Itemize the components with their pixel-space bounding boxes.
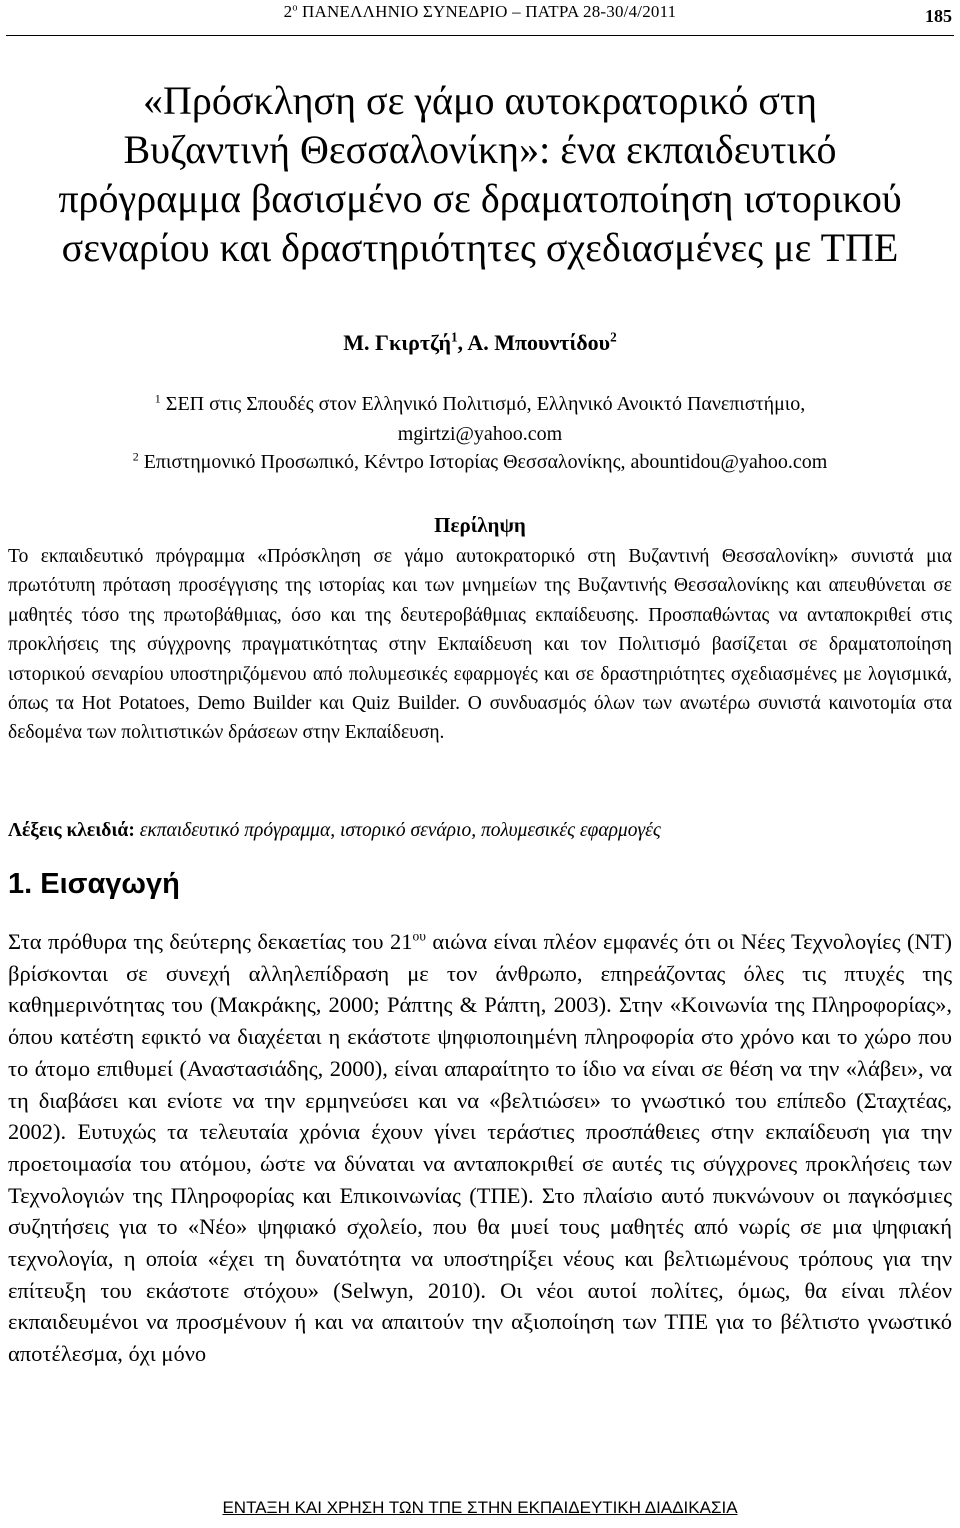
keywords	[8, 816, 952, 845]
conference-edition: 2	[283, 2, 293, 21]
page-footer: ΕΝΤΑΞΗ ΚΑΙ ΧΡΗΣΗ ΤΩΝ ΤΠΕ ΣΤΗΝ ΕΚΠΑΙΔΕΥΤΙΚΗ ΔΙΑΔΙΚΑΣΙΑ	[222, 1498, 738, 1517]
introduction-text	[8, 926, 952, 1370]
abstract-text: Το εκπαιδευτικό πρόγραμμα «Πρόσκληση σε γάμο αυτοκρατορικό στη Βυζαντινή Θεσσαλονίκη» συνιστά μια πρωτότυπη πρόταση προσέγγισης της ιστορίας και των μνημείων της Βυζαντινής Θεσσαλονίκης και απευθύνεται σε μαθητές τόσο της πρωτοβάθμιας, όσο και της δευτεροβάθμιας εκπαίδευσης. Προσπαθώντας να ανταποκριθεί στις προκλήσεις της σύγχρονης πραγματικότητας στην Εκπαίδευση και τον Πολιτισμό βασίζεται σε δραματοποίηση ιστορικού σεναρίου υποστηριζόμενου από πολυμεσικές εφαρμογές και σε δραστηριότητες σχεδιασμένες με λογισμικά, όπως τα Hot Potatoes, Demo Builder και Quiz Builder. Ο συνδυασμός όλων των ανωτέρω συνιστά καινοτομία στα δεδομένα των πολιτιστικών δράσεων στην Εκπαίδευση.	[8, 546, 952, 744]
introduction-text-start: Στα πρόθυρα της δεύτερης δεκαετίας του 21	[8, 929, 413, 954]
affiliation-1	[0, 389, 960, 449]
author-separator: ,	[457, 330, 468, 355]
keywords-value: εκπαιδευτικό πρόγραμμα, ιστορικό σενάριο, πολυμεσικές εφαρμογές	[139, 820, 661, 841]
affiliation-2-text: Επιστημονικό Προσωπικό, Κέντρο Ιστορίας Θεσσαλονίκης, abountidou@yahoo.com	[138, 451, 828, 473]
keywords-label: Λέξεις κλειδιά:	[8, 820, 135, 841]
introduction-text-rest: αιώνα είναι πλέον εμφανές ότι οι Νέες Τεχνολογίες (ΝΤ) βρίσκονται σε συνεχή αλληλεπίδραση με τον άνθρωπο, επηρεάζοντας όλες τις πτυχές της καθημερινότητας του (Μακράκης, 2000; Ράπτης & Ράπτη, 2003). Στην «Κοινωνία της Πληροφορίας», όπου κατέστη εφικτό να διαχέεται η εκάστοτε ψηφιοποιημένη πληροφορία στο χρόνο και το χώρο που το άτομο επιθυμεί (Αναστασιάδης, 2000), είναι απαραίτητο το ίδιο να είναι σε θέση να την «λάβει», να τη διαβάσει και ενίοτε να την ερμηνεύσει και να «βελτιώσει» το γνωστικό του επίπεδο (Σταχτέας, 2002). Ευτυχώς τα τελευταία χρόνια έχουν γίνει τεράστιες προσπάθειες στην εκπαίδευση για την προετοιμασία του ατόμου, ώστε να δύναται να ανταποκριθεί σε αυτές τις σύγχρονες προκλήσεις των Τεχνολογιών της Πληροφορίας και Επικοινωνίας (ΤΠΕ). Στο πλαίσιο αυτό πυκνώνουν οι παγκόσμιες συζητήσεις για το «Νέο» ψηφιακό σχολείο, που θα μυεί τους μαθητές από νωρίς σε μια ψηφιακή τεχνολογία, η οποία «έχει τη δυνατότητα να υποστηρίξει νέους και βελτιωμένους τρόπους για την επίτευξη του εκάστοτε στόχου» (Selwyn, 2010). Οι νέοι αυτοί πολίτες, όμως, θα είναι πλέον εκπαιδευμένοι να προσμένουν ή και να απαιτούν την αξιοποίηση των ΤΠΕ για το βέλτιστο γνωστικό αποτέλεσμα, όχι μόνο	[8, 929, 952, 1367]
abstract-heading: Περίληψη	[434, 513, 526, 537]
author-1: Μ. Γκιρτζή	[343, 330, 451, 355]
author-1-affiliation-mark: 1	[450, 329, 458, 345]
page-number: 185	[925, 6, 952, 26]
affiliation-1-text: ΣΕΠ στις Σπουδές στον Ελληνικό Πολιτισμό, Ελληνικό Ανοικτό Πανεπιστήμιο,	[160, 393, 806, 415]
author-2-affiliation-mark: 2	[610, 329, 617, 345]
title-line-2: Βυζαντινή Θεσσαλονίκη»: ένα εκπαιδευτικό	[123, 127, 837, 172]
author-2: Α. Μπουντίδου	[467, 330, 611, 355]
conference-edition-ordinal: ο	[292, 2, 298, 14]
author-list	[0, 330, 960, 356]
century-ordinal: ου	[412, 928, 426, 944]
affiliation-1-mark: 1	[154, 391, 161, 406]
header-divider	[6, 35, 954, 36]
title-line-1: «Πρόσκληση σε γάμο αυτοκρατορικό στη	[143, 78, 817, 123]
title-line-3: πρόγραμμα βασισμένο σε δραματοποίηση ιστορικού	[58, 176, 902, 221]
section-heading-introduction: 1. Εισαγωγή	[8, 868, 180, 900]
page-header	[0, 0, 960, 40]
title-line-4: σεναρίου και δραστηριότητες σχεδιασμένες με ΤΠΕ	[61, 225, 899, 270]
affiliation-2	[0, 447, 960, 477]
conference-name: ΠΑΝΕΛΛΗΝΙΟ ΣΥΝΕΔΡΙΟ – ΠΑΤΡΑ 28-30/4/2011	[297, 2, 677, 21]
conference-header	[0, 2, 960, 22]
affiliation-2-mark: 2	[132, 449, 139, 464]
paper-title	[0, 76, 960, 272]
affiliation-1-email: mgirtzi@yahoo.com	[397, 423, 563, 445]
